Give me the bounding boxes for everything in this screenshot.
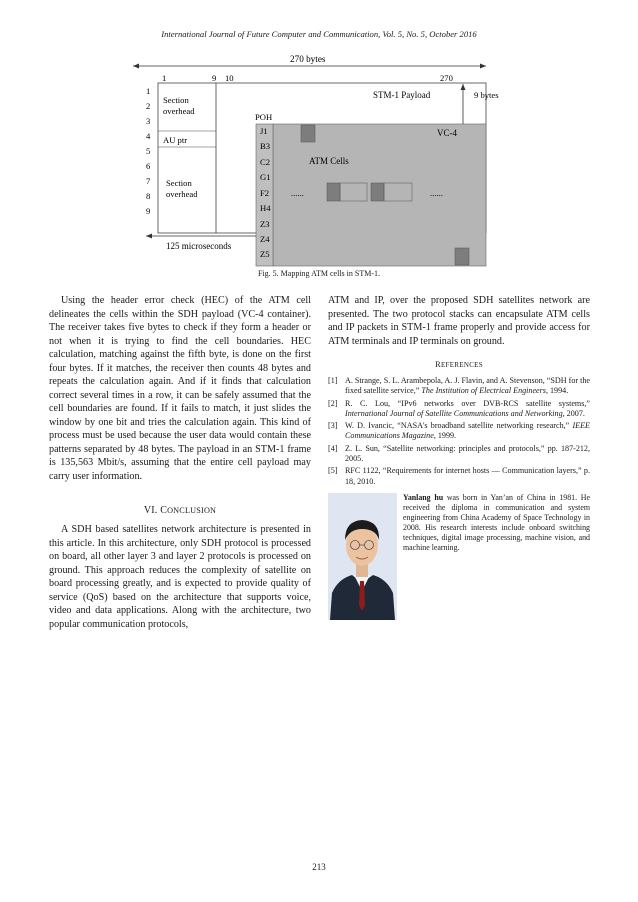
- row-number: 8: [146, 191, 151, 201]
- col-label-9: 9: [212, 73, 217, 83]
- poh-byte: F2: [260, 188, 270, 198]
- ref-number: [4]: [328, 443, 338, 453]
- row-number: 1: [146, 86, 151, 96]
- top-span-arrow-right: [480, 64, 486, 69]
- reference-item: [328, 421, 590, 442]
- top-label: 270 bytes: [290, 54, 326, 64]
- atm-cell: [327, 183, 340, 201]
- col-label-270: 270: [440, 73, 453, 83]
- row-number: 5: [146, 146, 151, 156]
- nine-bytes-label: 9 bytes: [474, 90, 499, 100]
- reference-item: [328, 466, 590, 487]
- left-column: [49, 294, 311, 631]
- author-photo: [328, 493, 397, 620]
- conclusion-paragraph: A SDH based satellites network architecture is presented in this article. In this architecture, only SDH protocol is processed on board, all other layer 3 and layer 2 protocols is processed on ground. This approach reduces the complexity of satellite on board processing greatly, and is expected to provide quality of service (QoS) based on the architecture that supports voice, video and data applications. Along with the architecture, two popular communication protocols,: [49, 524, 311, 630]
- section-overhead-bottom-line1: Section: [166, 178, 192, 188]
- reference-item: [328, 399, 590, 420]
- bio-text: [403, 493, 590, 554]
- stm1-frame-figure: [130, 50, 510, 275]
- references-heading: [328, 360, 590, 369]
- ref-text: RFC 1122, “Requirements for internet hosts — Communication layers,” p. 18, 2010.: [345, 466, 590, 486]
- ref-tail: , 1999.: [433, 431, 457, 441]
- reference-list: [328, 376, 590, 487]
- nine-bytes-arrow: [461, 84, 466, 90]
- bio-body: was born in Yan’an of China in 1981. He received the diploma in communication and system engineering from China Academy of Space Technology in 2008. His research interests include onboard switching techniques, digital image processing, machine vision, and machine learning.: [403, 492, 590, 553]
- stm1-frame-diagram: [130, 50, 510, 275]
- poh-label: POH: [255, 112, 273, 122]
- ref-tail: , 1994.: [545, 386, 569, 396]
- figure-caption: Fig. 5. Mapping ATM cells in STM-1.: [257, 269, 380, 278]
- atm-cell: [455, 248, 469, 265]
- poh-byte: C2: [260, 157, 271, 167]
- row-number: 6: [146, 161, 151, 171]
- row-number: 9: [146, 206, 151, 216]
- poh-byte: B3: [260, 141, 271, 151]
- ref-venue: International Journal of Satellite Communications and Networking: [345, 408, 563, 418]
- author-name: Yanlang hu: [403, 492, 444, 502]
- poh-byte: G1: [260, 172, 271, 182]
- duration-label: 125 microseconds: [166, 241, 232, 251]
- ref-venue: IEEE Communications Magazine: [345, 421, 590, 441]
- ref-number: [2]: [328, 398, 338, 408]
- col-label-1: 1: [162, 73, 167, 83]
- ref-text: Z. L. Sun, “Satellite networking: principles and protocols,” pp. 187-212, 2005.: [345, 443, 590, 464]
- running-header: International Journal of Future Computer and Communication, Vol. 5, No. 5, October 2016: [161, 29, 477, 39]
- stm-payload-label: STM-1 Payload: [373, 90, 431, 100]
- author-bio: [328, 493, 590, 623]
- poh-byte: J1: [260, 126, 268, 136]
- section-first-letter: C: [160, 505, 168, 516]
- ref-text: A. Strange, S. L. Arambepola, A. J. Flavin, and A. Stevenson, “SDH for the fixed satellite service,”: [345, 376, 590, 396]
- dots-left: ......: [291, 188, 304, 198]
- section-overhead-top-line2: overhead: [163, 106, 195, 116]
- dots-right: ......: [430, 188, 443, 198]
- ref-tail: , 2007.: [562, 408, 585, 418]
- section-overhead-bottom-line2: overhead: [166, 189, 198, 199]
- au-ptr-label: AU ptr: [163, 135, 188, 145]
- reference-item: [328, 444, 590, 465]
- ref-text: W. D. Ivancic, “NASA's broadband satellite networking research,”: [345, 421, 573, 431]
- conclusion-continued-paragraph: ATM and IP, over the proposed SDH satellites network are presented. The two protocol stacks can encapsulate ATM cells and IP packets in STM-1 frame properly and provide access for ATM terminals and IP terminals on ground.: [328, 295, 590, 347]
- right-column: [328, 294, 590, 623]
- atm-cells-label: ATM Cells: [309, 156, 349, 166]
- ref-number: [3]: [328, 421, 338, 431]
- ref-rest: EFERENCES: [440, 361, 483, 369]
- vc4-label: VC-4: [437, 128, 457, 138]
- ref-first-letter: R: [435, 360, 441, 369]
- row-numbers: [146, 86, 151, 216]
- ref-text: R. C. Lou, “IPv6 networks over DVB-RCS satellite systems,”: [345, 398, 590, 408]
- poh-byte: H4: [260, 203, 271, 213]
- row-number: 2: [146, 101, 151, 111]
- poh-byte: Z5: [260, 249, 270, 259]
- ref-venue: The Institution of Electrical Engineers: [421, 386, 546, 396]
- hec-paragraph: Using the header error check (HEC) of the ATM cell delineates the cells within the SDH payload (VC-4 container). The receiver takes five bytes to check if they form a header or not when it is trying to find the cell boundaries. HEC calculation, matching against the fifth byte, is done on the first four bytes. If it matches, the receiver then counts 48 bytes and repeats the calculation again. And if it finds that calculation correct several times in a row, it can be safely assumed that the cell boundaries are found. If it fails to match, it just slides the window by one bit and tries the calculation again. This kind of process must be used because the user data would contain these patterns separated by 48 bytes. The payload in an STM-1 frame is 135,563 Mbit/s, assuming that the entire cell payload may carry user information.: [49, 295, 311, 482]
- ref-number: [5]: [328, 466, 338, 476]
- duration-arrow: [146, 234, 152, 239]
- row-number: 4: [146, 131, 151, 141]
- section-rest: ONCLUSION: [167, 506, 217, 515]
- top-span-arrow-left: [133, 64, 139, 69]
- conclusion-heading: [49, 505, 311, 516]
- section-overhead-top-line1: Section: [163, 95, 189, 105]
- page-number: 213: [312, 862, 326, 872]
- poh-byte: Z4: [260, 234, 270, 244]
- reference-item: [328, 376, 590, 397]
- author-photo-illustration: [328, 493, 397, 620]
- row-number: 3: [146, 116, 151, 126]
- atm-cell: [301, 125, 315, 142]
- col-label-10: 10: [225, 73, 234, 83]
- ref-number: [1]: [328, 376, 338, 385]
- poh-byte: Z3: [260, 219, 270, 229]
- section-number: VI.: [143, 505, 158, 516]
- row-number: 7: [146, 176, 151, 186]
- atm-cell: [371, 183, 384, 201]
